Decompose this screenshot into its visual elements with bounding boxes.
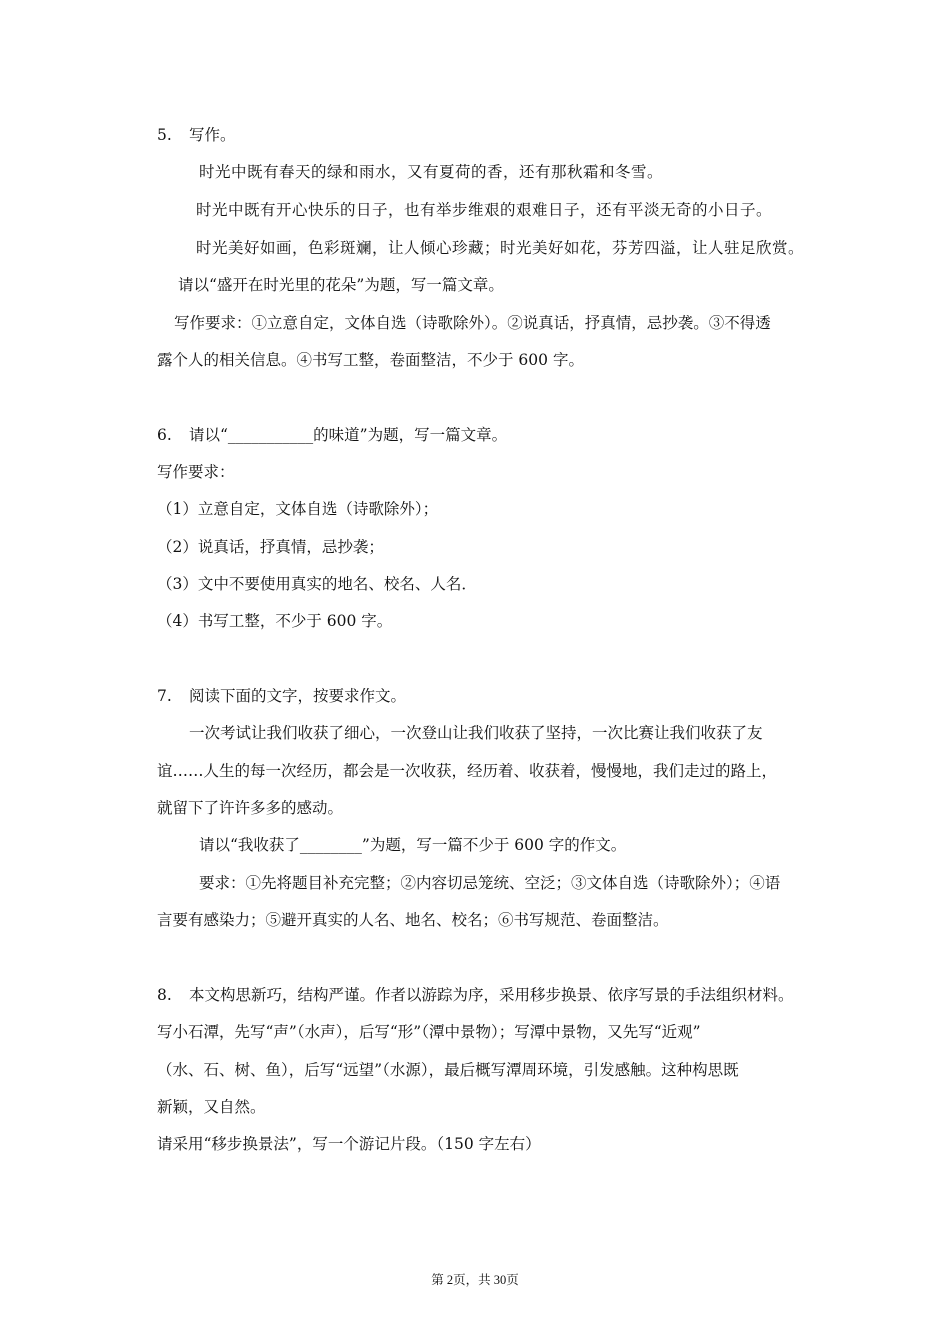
q6-requirement: （1）立意自定，文体自选（诗歌除外）； [157, 500, 439, 518]
q8-number: 8. [157, 986, 172, 1004]
q6-requirement: （3）文中不要使用真实的地名、校名、人名． [157, 575, 477, 593]
q5-title: 写作。 [189, 126, 236, 144]
q7-prompt: 请以“我收获了________”为题，写一篇不少于 600 字的作文。 [199, 836, 627, 854]
page-footer: 第 2页，共 30页 [431, 1273, 519, 1287]
q6-requirement: （4）书写工整，不少于 600 字。 [157, 612, 393, 630]
q5-header [157, 125, 236, 145]
q8-text-line: 本文构思新巧，结构严谨。作者以游踪为序，采用移步换景、依序写景的手法组织材料。 [189, 986, 794, 1004]
q7-paragraph-line: 一次考试让我们收获了细心，一次登山让我们收获了坚持，一次比赛让我们收获了友 [189, 724, 763, 742]
q5-requirement: 露个人的相关信息。④书写工整，卷面整洁，不少于 600 字。 [157, 351, 584, 369]
q5-poem-line: 时光美好如画，色彩斑斓，让人倾心珍藏；时光美好如花，芬芳四溢，让人驻足欣赏。 [196, 239, 805, 257]
q6-number: 6. [157, 426, 172, 444]
q8-text-line: 新颖，又自然。 [157, 1098, 266, 1116]
q8-text-line: （水、石、树、鱼），后写“远望”（水源），最后概写潭周环境，引发感触。这种构思既 [157, 1061, 739, 1079]
q7-paragraph-line: 就留下了许许多多的感动。 [157, 799, 344, 817]
q7-paragraph-line: 谊……人生的每一次经历，都会是一次收获，经历着、收获着，慢慢地，我们走过的路上， [157, 762, 778, 780]
q5-number: 5. [157, 126, 172, 144]
q7-header [157, 686, 406, 706]
q5-poem-line: 时光中既有开心快乐的日子，也有举步维艰的艰难日子，还有平淡无奇的小日子。 [196, 201, 773, 219]
q8-text-line: 写小石潭，先写“声”（水声），后写“形”（潭中景物）；写潭中景物，又先写“近观” [157, 1023, 701, 1041]
q7-title: 阅读下面的文字，按要求作文。 [189, 687, 407, 705]
q5-prompt: 请以“盛开在时光里的花朵”为题，写一篇文章。 [178, 276, 504, 294]
q8-header [157, 985, 794, 1005]
q7-number: 7. [157, 687, 172, 705]
q8-prompt: 请采用“移步换景法”，写一个游记片段。（150 字左右） [157, 1135, 541, 1153]
q6-header [157, 425, 507, 445]
q5-poem-line: 时光中既有春天的绿和雨水，又有夏荷的香，还有那秋霜和冬雪。 [199, 163, 664, 181]
q6-requirement: （2）说真话，抒真情，忌抄袭； [157, 538, 384, 556]
q5-requirement: 写作要求：①立意自定，文体自选（诗歌除外）。②说真话，抒真情，忌抄袭。③不得透 [174, 314, 771, 332]
q7-requirement: 要求：①先将题目补充完整；②内容切忌笼统、空泛；③文体自选（诗歌除外）；④语 [199, 874, 781, 892]
q6-prompt: 请以“___________的味道”为题，写一篇文章。 [189, 426, 508, 444]
q6-req-title: 写作要求： [157, 463, 235, 481]
q7-requirement: 言要有感染力；⑤避开真实的人名、地名、校名；⑥书写规范、卷面整洁。 [157, 911, 669, 929]
